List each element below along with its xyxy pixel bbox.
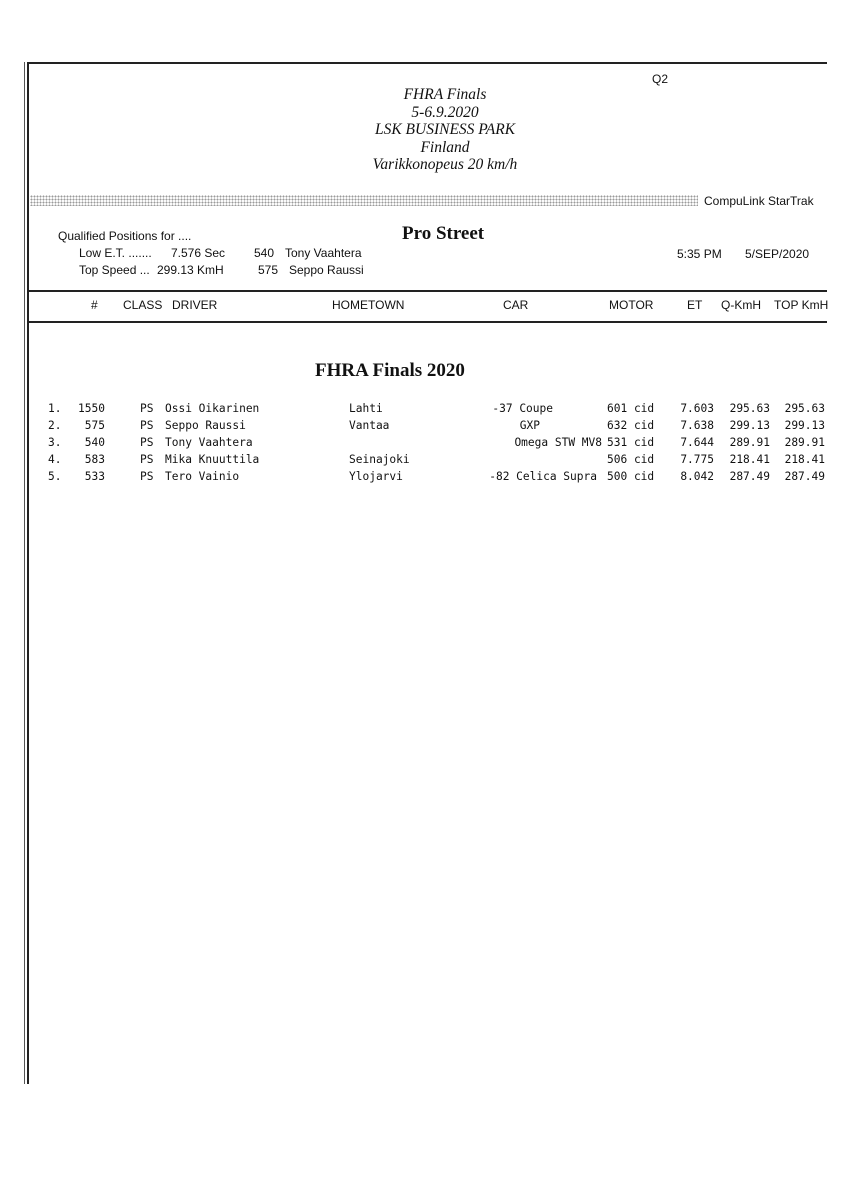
page-border-top bbox=[27, 62, 827, 64]
top-speed-number: 575 bbox=[258, 263, 279, 277]
col-car: CAR bbox=[503, 298, 529, 312]
row-4-pos: 4. bbox=[48, 453, 62, 466]
dotted-band bbox=[30, 195, 698, 206]
col-driver: DRIVER bbox=[172, 298, 218, 312]
event-class-title: Pro Street bbox=[402, 223, 485, 244]
row-5-motor: 500 cid bbox=[607, 470, 655, 483]
header-rule-bottom bbox=[29, 321, 827, 323]
row-4-et: 7.775 bbox=[680, 453, 714, 466]
row-2-qkmh: 299.13 bbox=[729, 419, 770, 432]
top-speed-driver: Seppo Raussi bbox=[289, 263, 364, 277]
row-3-topkmh: 289.91 bbox=[784, 436, 825, 449]
page-border-outer bbox=[24, 62, 25, 1084]
header-line-5: Varikkonopeus 20 km/h bbox=[372, 156, 518, 173]
row-4-driver: Mika Knuuttila bbox=[165, 453, 260, 466]
header-rule-top bbox=[29, 290, 827, 292]
row-3-et: 7.644 bbox=[680, 436, 714, 449]
row-2-motor: 632 cid bbox=[607, 419, 655, 432]
row-4-topkmh: 218.41 bbox=[784, 453, 825, 466]
row-1-qkmh: 295.63 bbox=[729, 402, 770, 415]
row-5-hometown: Ylojarvi bbox=[349, 470, 403, 483]
col-class: CLASS bbox=[123, 298, 163, 312]
top-speed-value: 299.13 KmH bbox=[157, 263, 224, 277]
row-5-topkmh: 287.49 bbox=[784, 470, 825, 483]
row-3-driver: Tony Vaahtera bbox=[165, 436, 253, 449]
system-label: CompuLink StarTrak bbox=[704, 194, 814, 208]
row-1-car: -37 Coupe bbox=[492, 402, 553, 415]
section-title: FHRA Finals 2020 bbox=[315, 360, 465, 381]
row-1-et: 7.603 bbox=[680, 402, 714, 415]
low-et-label: Low E.T. ....... bbox=[79, 246, 152, 260]
row-2-topkmh: 299.13 bbox=[784, 419, 825, 432]
report-date: 5/SEP/2020 bbox=[745, 247, 810, 261]
row-1-pos: 1. bbox=[48, 402, 62, 415]
row-4-num: 583 bbox=[84, 453, 105, 466]
row-5-qkmh: 287.49 bbox=[729, 470, 770, 483]
row-3-qkmh: 289.91 bbox=[729, 436, 770, 449]
row-5-pos: 5. bbox=[48, 470, 62, 483]
row-5-et: 8.042 bbox=[680, 470, 714, 483]
report-time: 5:35 PM bbox=[677, 247, 722, 261]
row-1-driver: Ossi Oikarinen bbox=[165, 402, 260, 415]
row-2-class: PS bbox=[140, 419, 154, 432]
row-1-motor: 601 cid bbox=[607, 402, 655, 415]
header-line-2: 5-6.9.2020 bbox=[411, 103, 479, 121]
low-et-driver: Tony Vaahtera bbox=[285, 246, 362, 260]
row-1-topkmh: 295.63 bbox=[784, 402, 825, 415]
row-1-class: PS bbox=[140, 402, 154, 415]
top-speed-label: Top Speed ... bbox=[79, 263, 150, 277]
col-hometown: HOMETOWN bbox=[332, 298, 405, 312]
col-topkmh: TOP KmH bbox=[774, 298, 829, 312]
row-2-pos: 2. bbox=[48, 419, 62, 432]
row-4-class: PS bbox=[140, 453, 154, 466]
row-5-class: PS bbox=[140, 470, 154, 483]
header-line-1: FHRA Finals bbox=[403, 86, 487, 103]
row-5-car: -82 Celica Supra bbox=[489, 470, 597, 483]
row-1-num: 1550 bbox=[78, 402, 105, 415]
row-2-car: GXP bbox=[519, 419, 540, 432]
row-3-pos: 3. bbox=[48, 436, 62, 449]
qualified-title: Qualified Positions for .... bbox=[58, 229, 192, 243]
page-border-left bbox=[27, 62, 29, 1084]
row-3-motor: 531 cid bbox=[607, 436, 655, 449]
header-line-4: Finland bbox=[420, 138, 470, 156]
row-2-driver: Seppo Raussi bbox=[165, 419, 246, 432]
row-3-car: Omega STW MV8 bbox=[514, 436, 602, 449]
row-5-driver: Tero Vainio bbox=[165, 470, 240, 483]
col-et: ET bbox=[687, 298, 703, 312]
row-4-hometown: Seinajoki bbox=[349, 453, 410, 466]
row-1-hometown: Lahti bbox=[349, 402, 383, 415]
event-header bbox=[330, 86, 560, 174]
low-et-number: 540 bbox=[254, 246, 275, 260]
row-4-qkmh: 218.41 bbox=[729, 453, 770, 466]
row-2-num: 575 bbox=[84, 419, 105, 432]
col-qkmh: Q-KmH bbox=[721, 298, 761, 312]
col-num: # bbox=[91, 298, 98, 312]
page-code: Q2 bbox=[652, 72, 669, 86]
row-3-class: PS bbox=[140, 436, 154, 449]
row-5-num: 533 bbox=[84, 470, 105, 483]
row-3-num: 540 bbox=[84, 436, 105, 449]
low-et-value: 7.576 Sec bbox=[171, 246, 226, 260]
header-line-3: LSK BUSINESS PARK bbox=[374, 121, 516, 138]
row-2-et: 7.638 bbox=[680, 419, 714, 432]
col-motor: MOTOR bbox=[609, 298, 654, 312]
row-2-hometown: Vantaa bbox=[349, 419, 390, 432]
row-4-motor: 506 cid bbox=[607, 453, 655, 466]
